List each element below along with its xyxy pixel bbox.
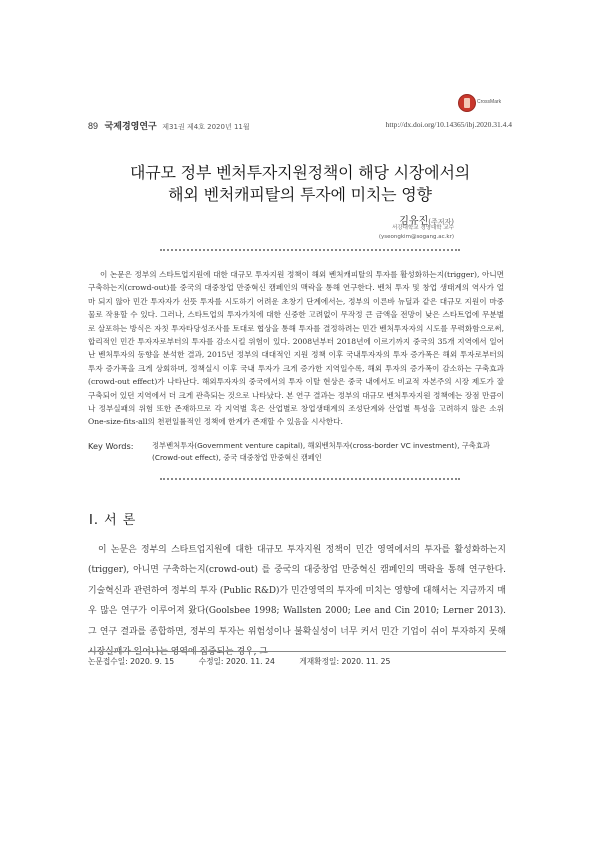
crossmark-logo[interactable] <box>458 94 503 116</box>
paper-title-line-1: 대규모 정부 벤처투자지원정책이 해당 시장에서의 <box>130 163 470 182</box>
author-affiliation-block <box>334 224 454 242</box>
keywords-text: 정부벤처투자(Government venture capital), 해외벤처투자(cross-border VC investment), 구축효과(Crowd-out effect), 중국 대중창업 만중혁신 캠페인 <box>152 441 490 462</box>
keywords <box>88 440 508 464</box>
revised-date: 수정일: 2020. 11. 24 <box>198 657 275 666</box>
submission-dates <box>88 656 508 667</box>
keywords-label: Key Words: <box>88 441 134 451</box>
doi-link[interactable]: http://dx.doi.org/10.14365/ibj.2020.31.4.4 <box>385 120 512 129</box>
received-date: 논문접수일: 2020. 9. 15 <box>88 657 175 666</box>
section-heading: Ⅰ. 서 론 <box>89 513 137 528</box>
crossmark-label: CrossMark <box>477 99 502 105</box>
accepted-date: 게재확정일: 2020. 11. 25 <box>299 657 391 666</box>
footer-rule <box>88 651 506 652</box>
dotted-divider-bottom <box>160 478 460 480</box>
journal-issue: 제31권 제4호 2020년 11월 <box>162 123 250 131</box>
introduction-text: 이 논문은 정부의 스타트업지원에 대한 대규모 투자지원 정책이 민간 영역에서의 투자를 활성화하는지(trigger), 아니면 구축하는지(crowd-out) 를 중국의 대중창업 만중혁신 캠페인의 맥락을 통해 연구한다. 기술혁신과 관련하여 정부의 투자 (Public R&D)가 민간영역의 투자에 미치는 영향에 대해서는 지금까지 매우 많은 연구가 이루어져 왔다(Goolsbee 1998; Wallsten 2000; Lee and Cin 2010; Lerner 2013). 그 연구 결과를 종합하면, 정부의 투자는 위험성이나 불확실성이 너무 커서 민간 기업이 쉬이 투자하지 못해 시장실패가 일어나는 영역에 집중되는 경우, 그 <box>88 545 506 658</box>
paper-title-line-2: 해외 벤처캐피탈의 투자에 미치는 영향 <box>168 185 432 204</box>
crossmark-icon <box>458 94 476 112</box>
author-name: 김유진 <box>399 216 429 227</box>
abstract <box>88 268 504 429</box>
author-email[interactable]: (yseongkim@sogang.ac.kr) <box>378 234 454 240</box>
running-header <box>88 119 512 133</box>
journal-name: 국제경영연구 <box>104 122 157 132</box>
introduction <box>88 540 506 662</box>
abstract-text: 이 논문은 정부의 스타트업지원에 대한 대규모 투자지원 정책이 해외 벤처캐피탈의 투자를 활성화하는지(trigger), 아니면 구축하는지(crowd-out)를 중국의 대중창업 만중혁신 캠페인의 맥락을 통해 연구한다. 벤처 투자 및 창업 생태계의 역사가 얼마 되지 않아 민간 투자자가 선뜻 투자를 시도하기 어려운 초창기 단계에서는, 정부의 이른바 뉴딜과 같은 대규모 지원이 마중물로 작용할 수 있다. 그러나, 스타트업의 투자가치에 대한 신중한 고려없이 무작정 큰 금액을 전망이 낮은 스타트업에 무분별로 살포하는 방식은 자칫 투자타당성조사를 토대로 협상을 통해 투자를 결정하려는 민간 벤처투자자의 시도를 무력화함으로써, 합리적인 민간 투자자로부터의 투자를 감소시킬 위험이 있다. 2008년부터 2018년에 이르기까지 중국의 35개 지역에서 일어난 벤처투자의 동향을 분석한 결과, 2015년 정부의 대대적인 지원 정책 이후 국내투자자의 투자 증가폭은 해외 투자로부터의 투자 증가폭을 크게 상회하며, 정책실시 이후 국내 투자가 크게 증가한 지역일수록, 해외 투자의 증가폭이 감소하는 구축효과(crowd-out effect)가 나타난다. 해외투자자의 중국에서의 투자 이탈 현상은 중국 내에서도 비교적 자본주의 시장 제도가 잘 구축되어 있던 지역에서 더 크게 관측되는 것으로 나타났다. 본 연구 결과는 정부의 대규모 벤처투자지원 정책에는 장점 만큼이나 정부실패의 위험 또한 존재하므로 각 지역별 혹은 산업별로 창업생태계의 조성단계와 산업별 특성을 고려하지 않은 소위 One-size-fits-all의 천편일률적인 정책에 한계가 존재할 수 있음을 시사한다. <box>88 270 504 427</box>
dotted-divider-top <box>160 249 460 251</box>
author-affiliation: 서강대학교 경영대학 교수 <box>392 225 454 231</box>
page-number: 89 <box>88 121 99 131</box>
author-role: (주저자) <box>428 218 454 226</box>
